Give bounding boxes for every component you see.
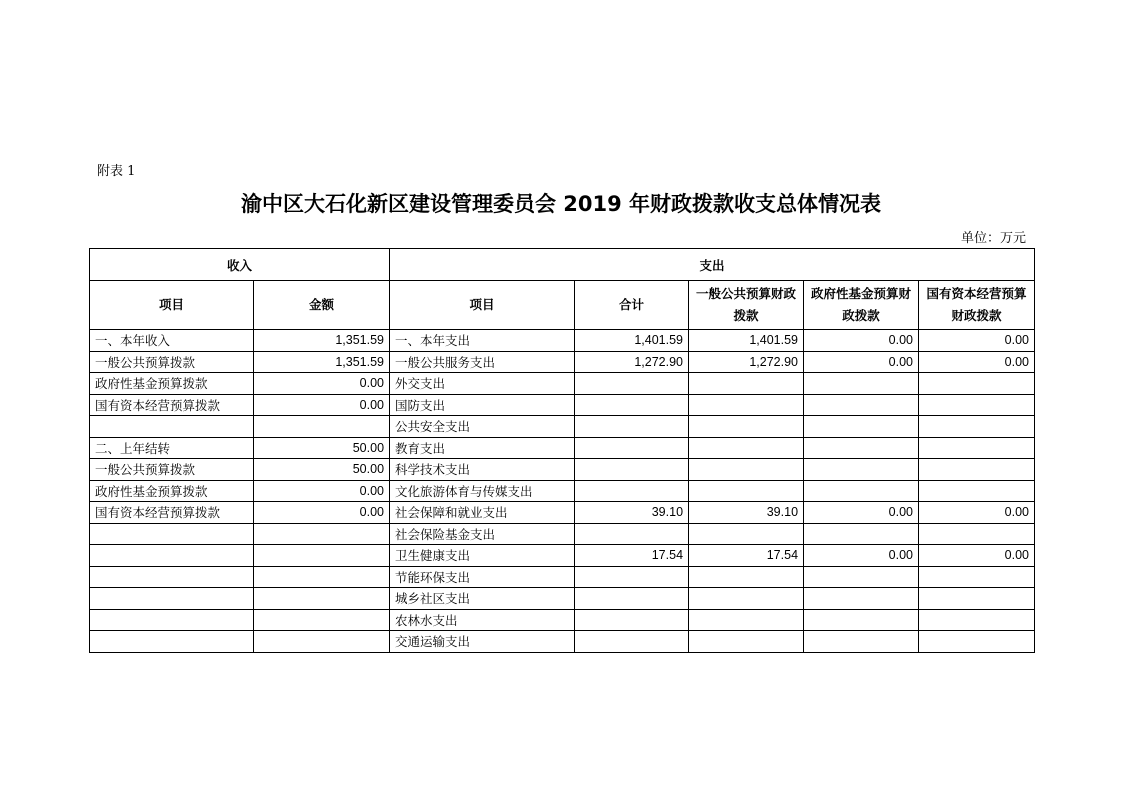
expense-item-header: 项目 [390, 281, 575, 330]
income-amount-cell [254, 523, 390, 545]
state-capital-cell [919, 394, 1035, 416]
table-row [90, 373, 1035, 395]
expense-item-cell: 教育支出 [390, 437, 575, 459]
income-item-cell: 一般公共预算拨款 [90, 351, 254, 373]
state-capital-cell [919, 566, 1035, 588]
income-item-cell: 政府性基金预算拨款 [90, 373, 254, 395]
expense-item-cell: 一、本年支出 [390, 330, 575, 352]
state-capital-cell: 0.00 [919, 502, 1035, 524]
expense-item-cell: 国防支出 [390, 394, 575, 416]
income-item-cell: 二、上年结转 [90, 437, 254, 459]
general-budget-cell [689, 609, 804, 631]
general-budget-cell [689, 459, 804, 481]
income-amount-cell [254, 416, 390, 438]
general-budget-cell [689, 480, 804, 502]
table-row [90, 502, 1035, 524]
income-amount-cell: 0.00 [254, 373, 390, 395]
general-budget-cell [689, 416, 804, 438]
expense-total-cell: 17.54 [575, 545, 689, 567]
income-item-header: 项目 [90, 281, 254, 330]
gov-fund-cell: 0.00 [804, 545, 919, 567]
table-row [90, 459, 1035, 481]
expense-total-cell [575, 609, 689, 631]
table-row [90, 351, 1035, 373]
expense-item-cell: 外交支出 [390, 373, 575, 395]
gov-fund-cell [804, 373, 919, 395]
unit-label: 单位：万元 [960, 231, 1026, 246]
expense-item-cell: 一般公共服务支出 [390, 351, 575, 373]
table-row [90, 631, 1035, 653]
general-budget-cell: 1,401.59 [689, 330, 804, 352]
gov-fund-cell: 0.00 [804, 502, 919, 524]
expense-item-cell: 社会保险基金支出 [390, 523, 575, 545]
income-item-cell [90, 545, 254, 567]
state-capital-cell [919, 631, 1035, 653]
expense-total-cell [575, 631, 689, 653]
general-budget-cell: 17.54 [689, 545, 804, 567]
gov-fund-cell [804, 631, 919, 653]
gov-fund-cell [804, 437, 919, 459]
general-budget-cell [689, 394, 804, 416]
budget-table [89, 248, 1035, 653]
expense-total-cell [575, 394, 689, 416]
expense-total-cell [575, 437, 689, 459]
general-budget-header: 一般公共预算财政拨款 [689, 281, 804, 330]
gov-fund-cell [804, 566, 919, 588]
gov-fund-cell [804, 416, 919, 438]
general-budget-cell [689, 631, 804, 653]
expense-total-cell [575, 459, 689, 481]
expense-total-cell: 1,272.90 [575, 351, 689, 373]
expense-item-cell: 科学技术支出 [390, 459, 575, 481]
income-item-cell [90, 523, 254, 545]
state-capital-cell [919, 416, 1035, 438]
expense-item-cell: 农林水支出 [390, 609, 575, 631]
general-budget-cell [689, 566, 804, 588]
income-group-header: 收入 [90, 249, 390, 281]
page-title: 渝中区大石化新区建设管理委员会 2019 年财政拨款收支总体情况表 [240, 192, 882, 216]
table-row [90, 588, 1035, 610]
expense-total-cell [575, 523, 689, 545]
income-amount-cell [254, 566, 390, 588]
general-budget-cell [689, 437, 804, 459]
table-row [90, 437, 1035, 459]
table-row [90, 416, 1035, 438]
expense-total-cell: 1,401.59 [575, 330, 689, 352]
state-capital-cell [919, 437, 1035, 459]
gov-fund-cell [804, 609, 919, 631]
table-row [90, 609, 1035, 631]
income-item-cell: 政府性基金预算拨款 [90, 480, 254, 502]
income-amount-cell: 0.00 [254, 502, 390, 524]
income-item-cell [90, 609, 254, 631]
expense-total-cell [575, 480, 689, 502]
gov-fund-cell [804, 523, 919, 545]
state-capital-cell [919, 588, 1035, 610]
income-item-cell: 一般公共预算拨款 [90, 459, 254, 481]
gov-fund-cell: 0.00 [804, 351, 919, 373]
income-amount-cell: 1,351.59 [254, 330, 390, 352]
table-row [90, 394, 1035, 416]
expense-total-header: 合计 [575, 281, 689, 330]
table-row [90, 545, 1035, 567]
income-item-cell [90, 566, 254, 588]
column-header-row [90, 281, 1035, 330]
income-amount-cell: 50.00 [254, 459, 390, 481]
income-amount-cell: 0.00 [254, 480, 390, 502]
income-amount-cell: 50.00 [254, 437, 390, 459]
attachment-label: 附表 1 [97, 164, 136, 179]
income-amount-cell [254, 545, 390, 567]
state-capital-cell [919, 609, 1035, 631]
group-header-row [90, 249, 1035, 281]
general-budget-cell: 1,272.90 [689, 351, 804, 373]
income-item-cell [90, 588, 254, 610]
general-budget-cell [689, 588, 804, 610]
expense-item-cell: 节能环保支出 [390, 566, 575, 588]
state-capital-cell [919, 480, 1035, 502]
income-item-cell [90, 416, 254, 438]
expense-item-cell: 公共安全支出 [390, 416, 575, 438]
gov-fund-cell [804, 588, 919, 610]
expense-total-cell: 39.10 [575, 502, 689, 524]
table-row [90, 330, 1035, 352]
expense-item-cell: 交通运输支出 [390, 631, 575, 653]
income-item-cell: 国有资本经营预算拨款 [90, 394, 254, 416]
table-row [90, 566, 1035, 588]
gov-fund-cell [804, 394, 919, 416]
gov-fund-cell [804, 459, 919, 481]
income-amount-cell: 0.00 [254, 394, 390, 416]
table-row [90, 480, 1035, 502]
general-budget-cell: 39.10 [689, 502, 804, 524]
state-capital-cell [919, 373, 1035, 395]
income-amount-cell [254, 609, 390, 631]
income-item-cell [90, 631, 254, 653]
state-capital-header: 国有资本经营预算财政拨款 [919, 281, 1035, 330]
state-capital-cell: 0.00 [919, 545, 1035, 567]
expense-item-cell: 卫生健康支出 [390, 545, 575, 567]
income-amount-cell [254, 588, 390, 610]
income-amount-header: 金额 [254, 281, 390, 330]
state-capital-cell [919, 523, 1035, 545]
expense-total-cell [575, 373, 689, 395]
gov-fund-cell [804, 480, 919, 502]
expense-item-cell: 社会保障和就业支出 [390, 502, 575, 524]
state-capital-cell: 0.00 [919, 330, 1035, 352]
expense-total-cell [575, 588, 689, 610]
income-item-cell: 一、本年收入 [90, 330, 254, 352]
income-item-cell: 国有资本经营预算拨款 [90, 502, 254, 524]
expense-item-cell: 文化旅游体育与传媒支出 [390, 480, 575, 502]
expense-total-cell [575, 566, 689, 588]
general-budget-cell [689, 373, 804, 395]
general-budget-cell [689, 523, 804, 545]
income-amount-cell [254, 631, 390, 653]
gov-fund-cell: 0.00 [804, 330, 919, 352]
table-body [90, 330, 1035, 653]
table-row [90, 523, 1035, 545]
state-capital-cell [919, 459, 1035, 481]
expense-total-cell [575, 416, 689, 438]
state-capital-cell: 0.00 [919, 351, 1035, 373]
gov-fund-header: 政府性基金预算财政拨款 [804, 281, 919, 330]
expense-item-cell: 城乡社区支出 [390, 588, 575, 610]
income-amount-cell: 1,351.59 [254, 351, 390, 373]
expense-group-header: 支出 [390, 249, 1035, 281]
